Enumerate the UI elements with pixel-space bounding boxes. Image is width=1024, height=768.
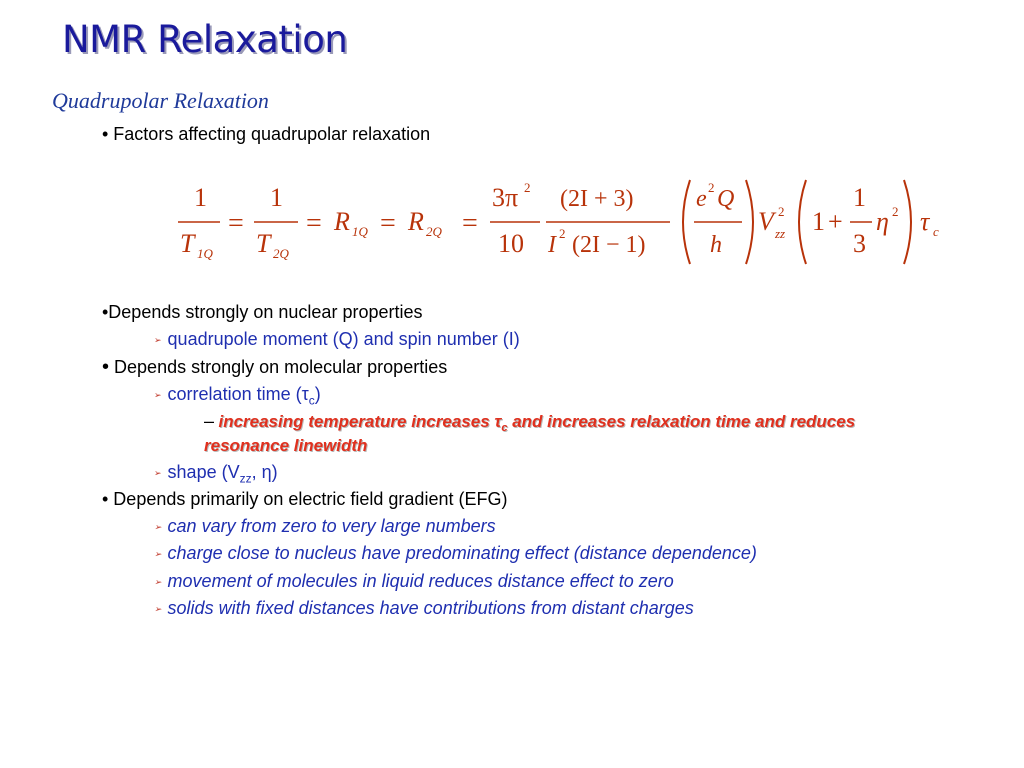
sub-bullet-shape — [154, 462, 278, 486]
arrow-icon: ➢ — [154, 549, 162, 559]
eq-sub-R2Q: 2Q — [426, 224, 442, 239]
eq-sub-2Q: 2Q — [273, 246, 289, 261]
sub-bullet-text: quadrupole moment (Q) and spin number (I) — [167, 329, 520, 349]
eq-paren-right — [746, 180, 753, 264]
efg-item-text: solids with fixed distances have contributions from distant charges — [167, 598, 694, 618]
efg-item — [154, 598, 694, 619]
bullet-text: Depends strongly on molecular properties — [114, 357, 448, 377]
shape-close: , η) — [251, 462, 278, 482]
eq-sq-4: 2 — [778, 204, 785, 219]
eq-plus: + — [828, 207, 843, 236]
eq-1: 1 — [812, 207, 825, 236]
arrow-icon: ➢ — [154, 522, 162, 532]
note-temperature-line2: resonance linewidth — [204, 436, 368, 455]
eq-T: T — [256, 229, 271, 258]
slide-title: NMR Relaxation — [62, 18, 348, 61]
eq-V: V — [758, 207, 774, 236]
eq-equals-2: = — [306, 208, 322, 239]
eq-eta: η — [876, 207, 889, 236]
eq-T: T — [180, 229, 195, 258]
efg-item — [154, 543, 757, 564]
sub-bullet-correlation — [154, 384, 321, 408]
arrow-icon: ➢ — [154, 604, 162, 614]
eq-equals-4: = — [462, 208, 478, 239]
eq-paren-right-2 — [904, 180, 911, 264]
eq-paren-left — [683, 180, 690, 264]
tau-symbol: τ — [301, 384, 309, 404]
eq-3pi: 3π — [492, 183, 519, 212]
eq-frac-1: 1 — [853, 183, 866, 212]
eq-I: I — [548, 232, 556, 258]
bullet-molecular — [102, 356, 447, 379]
shape-text: shape (V — [167, 462, 240, 482]
bullet-dot: • — [102, 356, 110, 378]
efg-item-text: charge close to nucleus have predominating effect (distance dependence) — [167, 543, 757, 563]
eq-numerator-1: 1 — [194, 183, 207, 212]
eq-paren-left-2 — [799, 180, 806, 264]
bullet-efg: • Depends primarily on electric field gradient (EFG) — [102, 489, 508, 509]
note-tau-sub: c — [501, 422, 508, 435]
eq-frac-3: 3 — [853, 229, 866, 258]
note-text: increasing temperature increases — [218, 412, 495, 431]
eq-den-2I1: (2I − 1) — [572, 232, 646, 258]
note-tau: τ — [494, 412, 502, 431]
eq-10: 10 — [498, 229, 524, 258]
eq-num-2I3: (2I + 3) — [560, 186, 634, 212]
efg-item-text: movement of molecules in liquid reduces distance effect to zero — [167, 571, 674, 591]
shape-subscript: zz — [239, 471, 252, 486]
eq-sub-R1Q: 1Q — [352, 224, 368, 239]
efg-item — [154, 571, 674, 592]
efg-item — [154, 516, 496, 537]
slide-subtitle: Quadrupolar Relaxation — [52, 88, 269, 113]
eq-h: h — [710, 232, 722, 258]
eq-R1: R — [334, 207, 350, 236]
arrow-icon: ➢ — [154, 468, 162, 478]
efg-item-text: can vary from zero to very large numbers — [167, 516, 496, 536]
eq-sq-2: 2 — [559, 226, 566, 241]
eq-R2: R — [408, 207, 424, 236]
bullet-factors: • Factors affecting quadrupolar relaxation — [102, 124, 431, 144]
eq-tau: τ — [920, 207, 930, 236]
eq-sub-zz: zz — [775, 226, 786, 241]
dash: – — [204, 411, 215, 431]
note-text-2: and increases relaxation time and reduces — [507, 412, 856, 431]
note-temperature — [204, 411, 855, 434]
eq-sq-3: 2 — [708, 180, 715, 195]
corr-text: correlation time ( — [167, 384, 302, 404]
arrow-icon: ➢ — [154, 390, 162, 400]
arrow-icon: ➢ — [154, 577, 162, 587]
bullet-nuclear: •Depends strongly on nuclear properties — [102, 302, 423, 322]
relaxation-equation — [168, 172, 958, 272]
eq-numerator-2: 1 — [270, 183, 283, 212]
tau-subscript: c — [308, 393, 315, 408]
sub-bullet-nuclear — [154, 329, 520, 350]
arrow-icon: ➢ — [154, 335, 162, 345]
eq-equals-3: = — [380, 208, 396, 239]
corr-close: ) — [314, 384, 321, 404]
eq-sub-c: c — [933, 224, 939, 239]
eq-sq-5: 2 — [892, 204, 899, 219]
eq-Q: Q — [717, 186, 735, 212]
eq-sq-1: 2 — [524, 180, 531, 195]
eq-equals-1: = — [228, 208, 244, 239]
eq-e: e — [696, 186, 707, 212]
eq-sub-1Q: 1Q — [197, 246, 213, 261]
